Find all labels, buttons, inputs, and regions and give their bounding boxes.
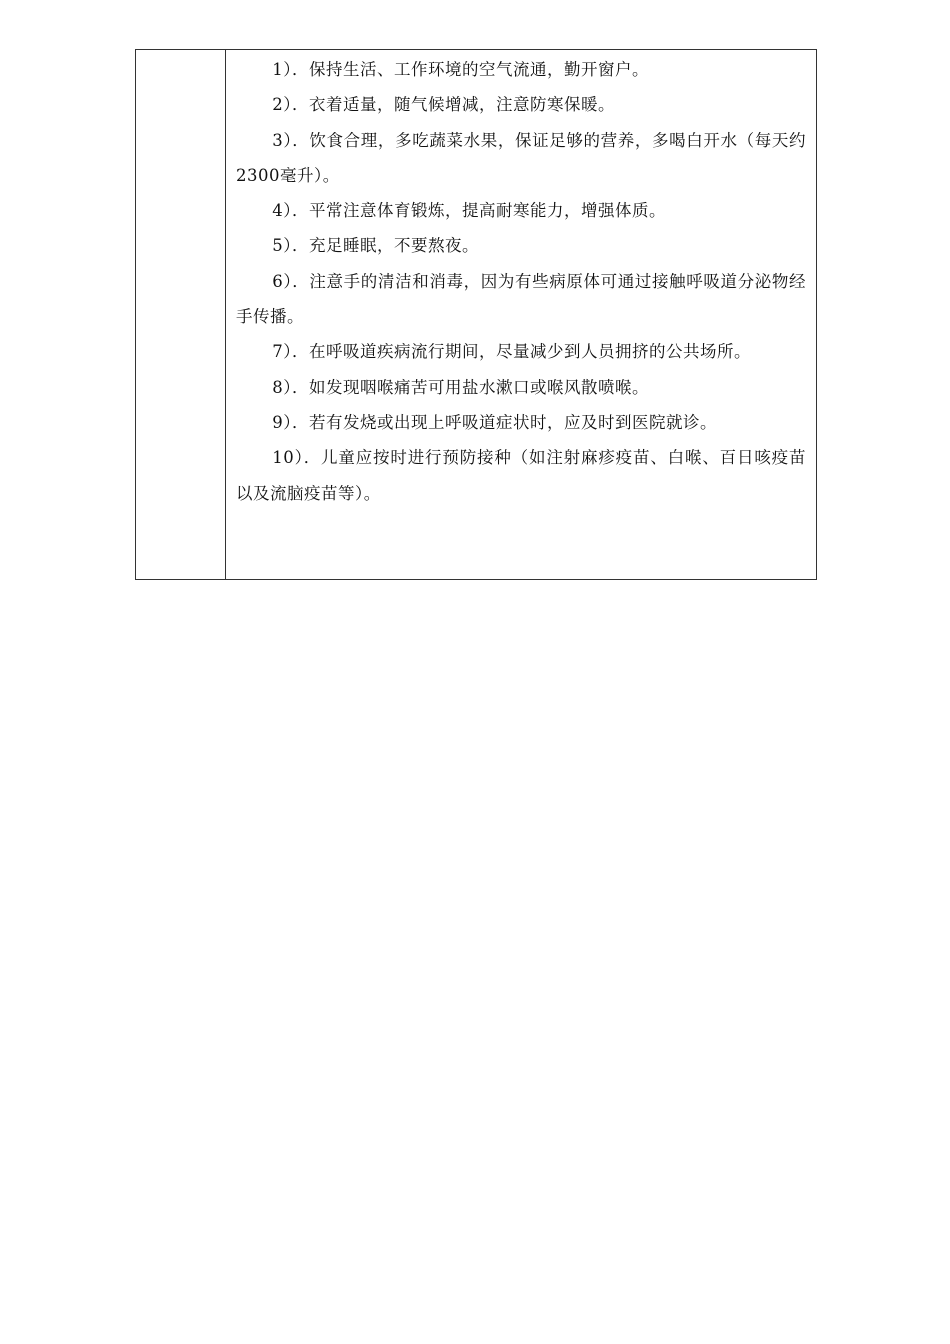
prevention-list (226, 50, 816, 511)
left-label-cell (136, 50, 226, 580)
list-item: 3）．饮食合理，多吃蔬菜水果，保证足够的营养，多喝白开水（每天约2300毫升）。 (236, 130, 806, 185)
list-item: 2）．衣着适量，随气候增减，注意防寒保暖。 (272, 95, 616, 115)
list-item: 4）．平常注意体育锻炼，提高耐寒能力，增强体质。 (272, 201, 667, 221)
list-item: 7）．在呼吸道疾病流行期间，尽量减少到人员拥挤的公共场所。 (272, 342, 752, 362)
list-item: 5）．充足睡眠，不要熬夜。 (272, 236, 480, 256)
list-item: 6）．注意手的清洁和消毒，因为有些病原体可通过接触呼吸道分泌物经手传播。 (236, 271, 806, 327)
content-table (135, 49, 817, 580)
table-row (136, 50, 817, 580)
right-content-cell (226, 50, 817, 580)
list-item: 10）．儿童应按时进行预防接种（如注射麻疹疫苗、白喉、百日咳疫苗以及流脑疫苗等）。 (236, 448, 806, 503)
list-item: 1）．保持生活、工作环境的空气流通，勤开窗户。 (272, 60, 650, 79)
list-item: 8）．如发现咽喉痛苦可用盐水漱口或喉风散喷喉。 (272, 377, 650, 397)
list-item: 9）．若有发烧或出现上呼吸道症状时，应及时到医院就诊。 (272, 412, 718, 432)
